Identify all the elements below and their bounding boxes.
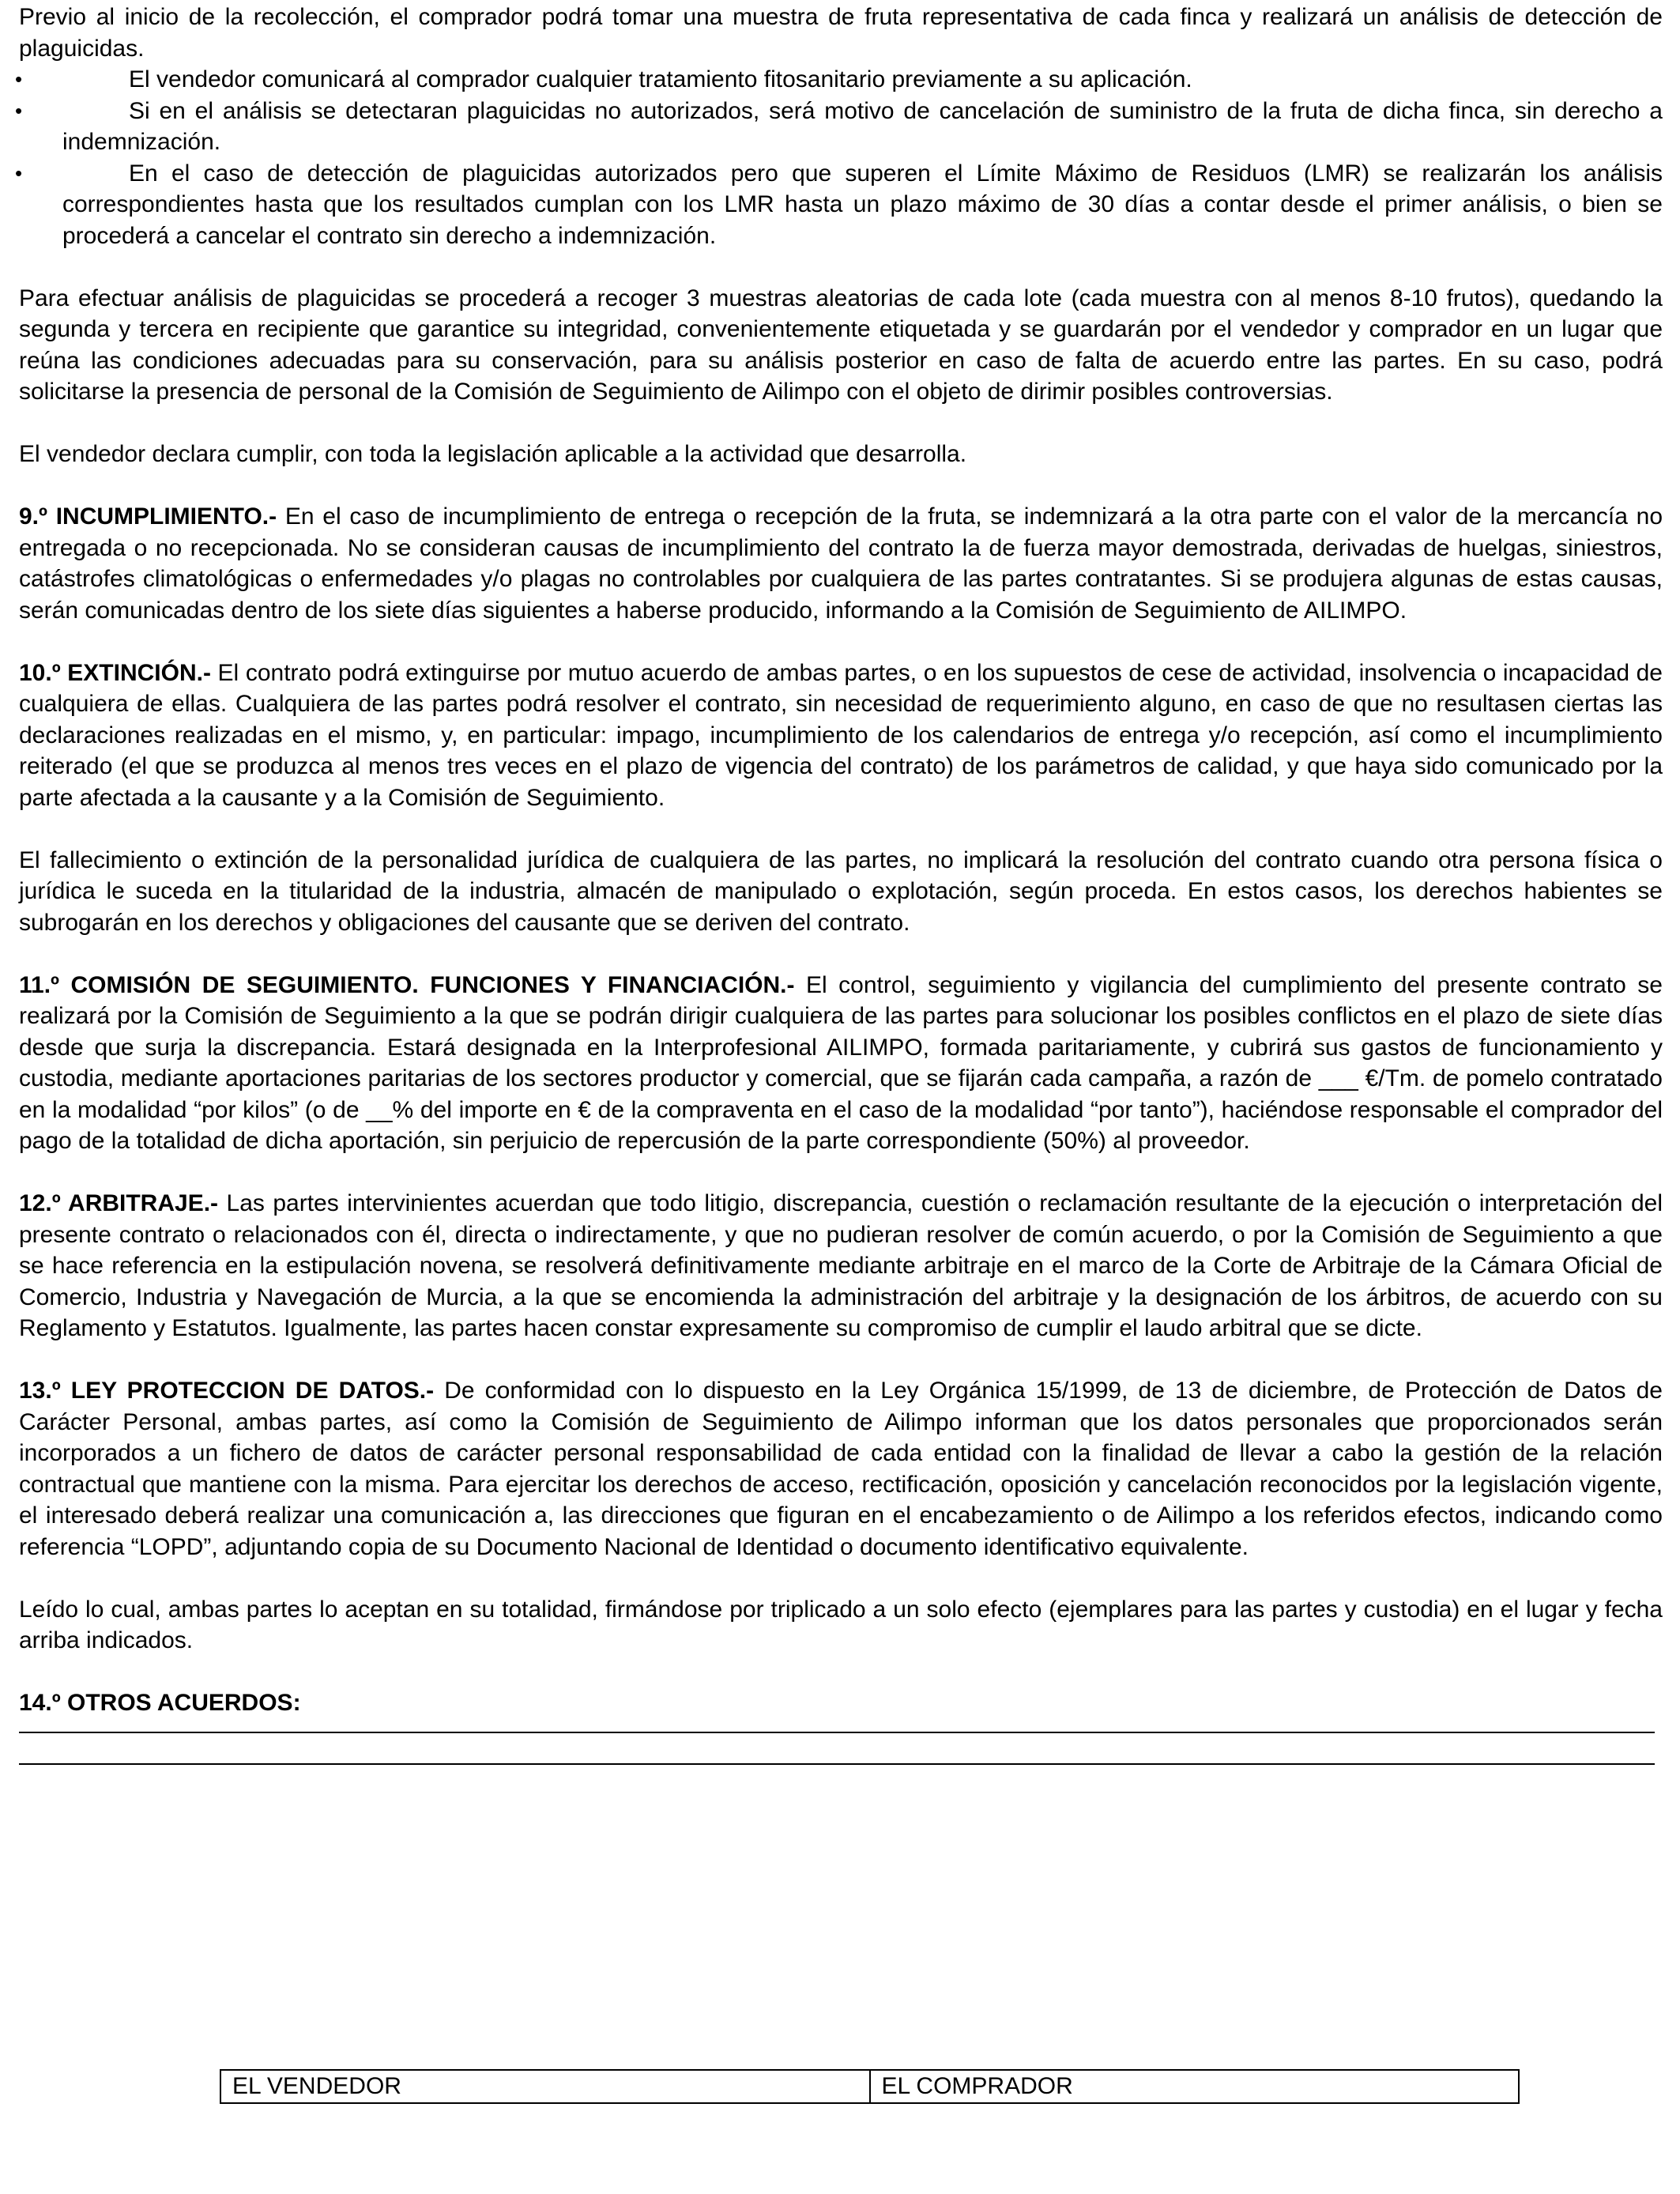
list-item-text: El vendedor comunicará al comprador cualquier tratamiento fitosanitario previamente a su aplicación.	[129, 66, 1192, 92]
section-extincion-extra: El fallecimiento o extinción de la personalidad jurídica de cualquiera de las partes, no implicará la resolución del contrato cuando otra persona física o jurídica le suceda en la titularidad de la industria, almacén de manipulado o explotación, según proceda. En estos casos, los derechos habientes se subrogarán en los derechos y obligaciones del causante que se deriven del contrato.	[19, 846, 1663, 936]
blank-line	[19, 1763, 1655, 1765]
table-row	[220, 2070, 1519, 2103]
list-item-text: Si en el análisis se detectaran plaguicidas no autorizados, será motivo de cancelación de suministro de la fruta de dicha finca, sin derecho a indemnización.	[62, 97, 1663, 155]
buyer-signature-cell: EL COMPRADOR	[870, 2070, 1520, 2103]
list-item	[15, 96, 1663, 158]
section-body: En el caso de incumplimiento de entrega o recepción de la fruta, se indemnizará a la otra parte con el valor de la mercancía no entregada o no recepcionada. No se consideran causas de incumplimiento del contrato la de fuerza mayor demostrada, derivadas de huelgas, siniestros, catástrofes climatológicas o enfermedades y/o plagas no controlables por cualquiera de las partes contratantes. Si se produjera algunas de estas causas, serán comunicadas dentro de los siete días siguientes a haberse producido, informando a la Comisión de Seguimiento de AILIMPO.	[19, 503, 1663, 624]
list-item	[15, 64, 1663, 96]
intro-paragraph: Previo al inicio de la recolección, el comprador podrá tomar una muestra de fruta representativa de cada finca y realizará un análisis de detección de plaguicidas.	[19, 4, 1663, 62]
section-title: 12.º ARBITRAJE.-	[19, 1190, 219, 1216]
bullet-list	[15, 64, 1663, 251]
bullet-icon: •	[15, 67, 23, 91]
section-body: Las partes intervinientes acuerdan que todo litigio, discrepancia, cuestión o reclamación resultante de la ejecución o interpretación del presente contrato o relacionados con él, directa o indirectamente, y que no pudieran resolver de común acuerdo, o por la Comisión de Seguimiento a que se hace referencia en la estipulación novena, se resolverá definitivamente mediante arbitraje en el marco de la Corte de Arbitraje de la Cámara Oficial de Comercio, Industria y Navegación de Murcia, a la que se encomienda la administración del arbitraje y la designación de los árbitros, de acuerdo con su Reglamento y Estatutos. Igualmente, las partes hacen constar expresamente su compromiso de cumplir el laudo arbitral que se dicte.	[19, 1190, 1663, 1341]
closing-paragraph: Leído lo cual, ambas partes lo aceptan en su totalidad, firmándose por triplicado a un solo efecto (ejemplares para las partes y custodia) en el lugar y fecha arriba indicados.	[19, 1596, 1663, 1653]
section-title: 10.º EXTINCIÓN.-	[19, 659, 211, 686]
section-title: 11.º COMISIÓN DE SEGUIMIENTO. FUNCIONES Y FINANCIACIÓN.-	[19, 971, 795, 998]
signature-table	[220, 2069, 1520, 2104]
section-body: El control, seguimiento y vigilancia del cumplimiento del presente contrato se realizará por la Comisión de Seguimiento a la que se podrán dirigir cualquiera de las partes para solucionar los posibles conflictos en el plazo de siete días desde que surja la discrepancia. Estará designada en la Interprofesional AILIMPO, formada paritariamente, y cubrirá sus gastos de funcionamiento y custodia, mediante aportaciones paritarias de los sectores productor y comercial, que se fijarán cada campaña, a razón de ___ €/Tm. de pomelo contratado en la modalidad “por kilos” (o de __% del importe en € de la compraventa en el caso de la modalidad “por tanto”), haciéndose responsable el comprador del pago de la totalidad de dicha aportación, sin perjuicio de repercusión de la parte correspondiente (50%) al proveedor.	[19, 971, 1663, 1154]
seller-signature-cell: EL VENDEDOR	[220, 2070, 870, 2103]
section-body: El contrato podrá extinguirse por mutuo acuerdo de ambas partes, o en los supuestos de cese de actividad, insolvencia o incapacidad de cualquiera de ellas. Cualquiera de las partes podrá resolver el contrato, sin necesidad de requerimiento alguno, en caso de que no resultasen ciertas las declaraciones realizadas en el mismo, y, en particular: impago, incumplimiento de los calendarios de entrega y/o recepción, así como el incumplimiento reiterado (el que se produzca al menos tres veces en el plazo de vigencia del contrato) de los parámetros de calidad, y que haya sido comunicado por la parte afectada a la causante y a la Comisión de Seguimiento.	[19, 659, 1663, 811]
section-incumplimiento	[19, 501, 1663, 626]
bullet-icon: •	[15, 160, 23, 185]
section-extincion	[19, 658, 1663, 814]
contract-page	[15, 2, 1663, 1765]
sampling-paragraph: Para efectuar análisis de plaguicidas se procederá a recoger 3 muestras aleatorias de cada lote (cada muestra con al menos 8-10 frutos), quedando la segunda y tercera en recipiente que garantice su integridad, convenientemente etiquetada y se guardarán por el vendedor y comprador en un lugar que reúna las condiciones adecuadas para su conservación, para su análisis posterior en caso de falta de acuerdo entre las partes. En su caso, podrá solicitarse la presencia de personal de la Comisión de Seguimiento de Ailimpo con el objeto de dirimir posibles controversias.	[19, 285, 1663, 405]
section-proteccion-datos	[19, 1375, 1663, 1563]
bullet-icon: •	[15, 98, 23, 123]
section-title: 9.º INCUMPLIMIENTO.-	[19, 503, 277, 530]
section-otros-acuerdos: 14.º OTROS ACUERDOS:	[19, 1690, 301, 1716]
blank-line	[19, 1732, 1655, 1733]
section-body: De conformidad con lo dispuesto en la Ley Orgánica 15/1999, de 13 de diciembre, de Protección de Datos de Carácter Personal, ambas partes, así como la Comisión de Seguimiento de Ailimpo informan que los datos personales que proporcionados serán incorporados a un fichero de datos de carácter personal responsabilidad de cada entidad con la finalidad de llevar a cabo la gestión de la relación contractual que mantiene con la misma. Para ejercitar los derechos de acceso, rectificación, oposición y cancelación reconocidos por la legislación vigente, el interesado deberá realizar una comunicación a, las direcciones que figuran en el encabezamiento o de Ailimpo a los referidos efectos, indicando como referencia “LOPD”, adjuntando copia de su Documento Nacional de Identidad o documento identificativo equivalente.	[19, 1378, 1663, 1560]
section-arbitraje	[19, 1188, 1663, 1344]
section-title: 13.º LEY PROTECCION DE DATOS.-	[19, 1378, 435, 1404]
section-comision	[19, 970, 1663, 1157]
compliance-paragraph: El vendedor declara cumplir, con toda la legislación aplicable a la actividad que desarrolla.	[19, 441, 967, 467]
list-item	[15, 158, 1663, 252]
list-item-text: En el caso de detección de plaguicidas autorizados pero que superen el Límite Máximo de Residuos (LMR) se realizarán los análisis correspondientes hasta que los resultados cumplan con los LMR hasta un plazo máximo de 30 días a contar desde el primer análisis, o bien se procederá a cancelar el contrato sin derecho a indemnización.	[62, 160, 1663, 249]
